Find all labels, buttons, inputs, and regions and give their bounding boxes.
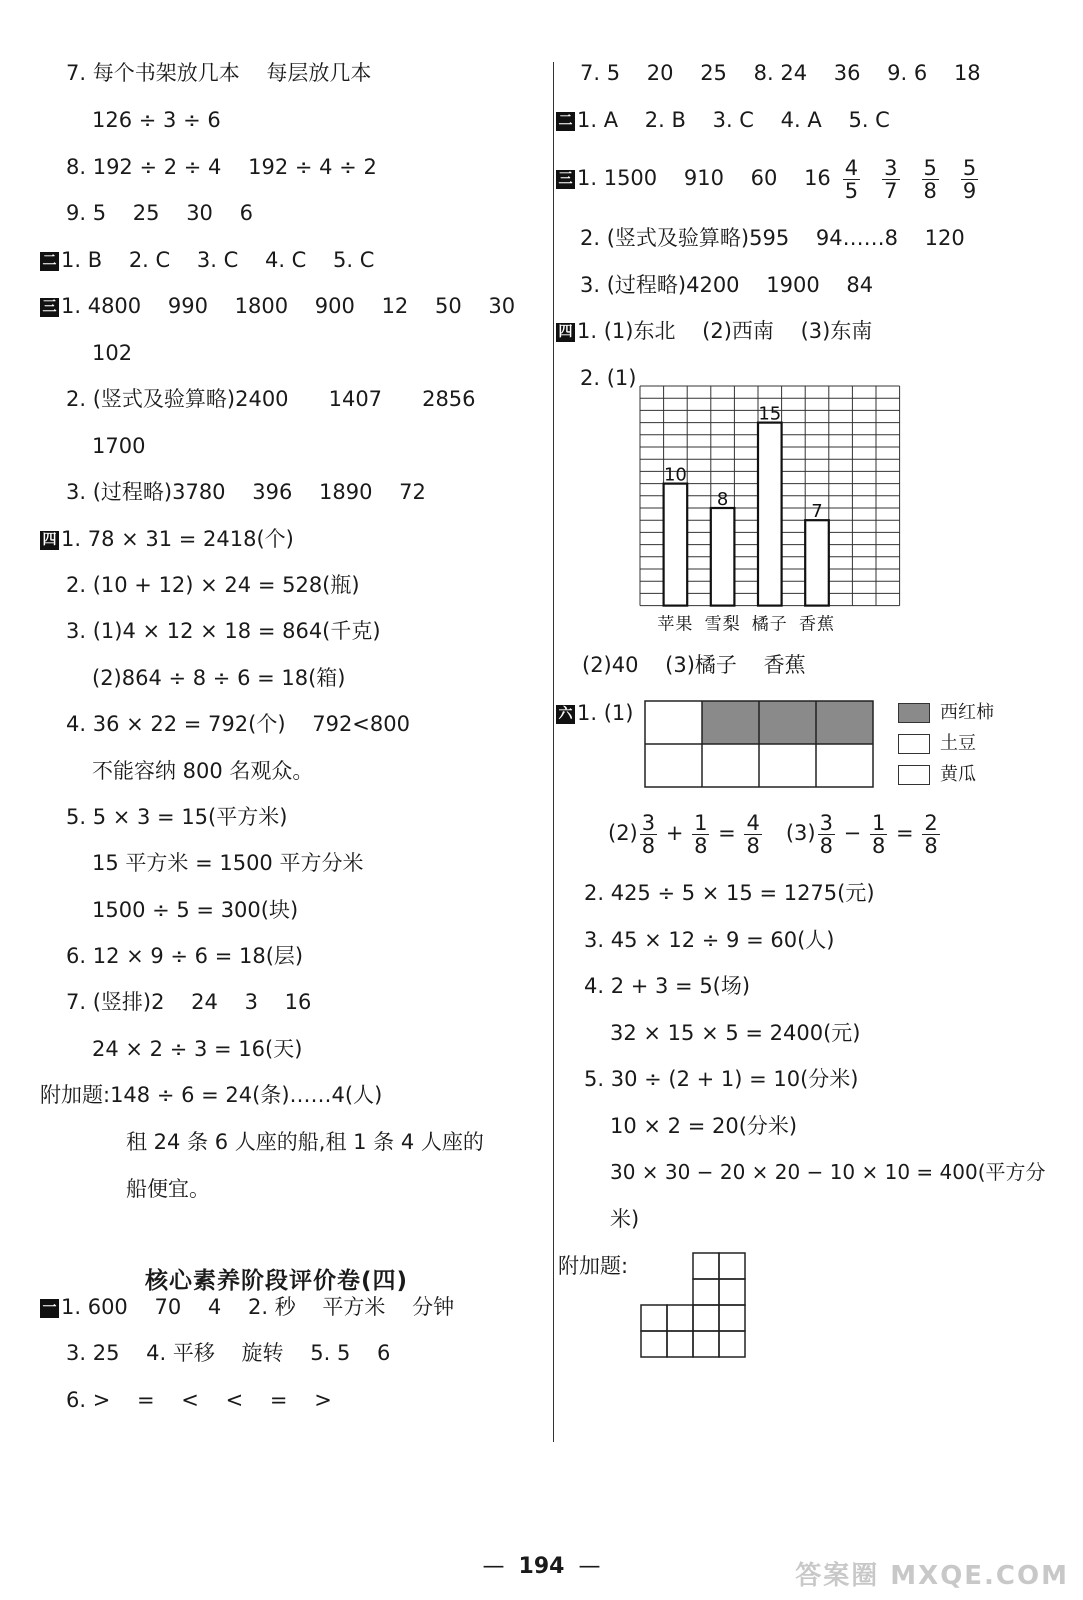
left-line-23: 附加题:148 ÷ 6 = 24(条)……4(人) (40, 1083, 383, 1107)
category-label: 香蕉 (799, 614, 835, 635)
category-label: 苹果 (657, 614, 694, 635)
right-line-14: 5. 30 ÷ (2 + 1) = 10(分米) (584, 1067, 859, 1091)
left-line-2: 126 ÷ 3 ÷ 6 (92, 108, 221, 132)
left-line-10: 3. (过程略)3780 396 1890 72 (66, 480, 426, 504)
right-line-16: 30 × 30 − 20 × 20 − 10 × 10 = 400(平方分 (610, 1160, 1046, 1184)
right-line-4: 2. (竖式及验算略)595 94……8 120 (580, 226, 965, 250)
fraction-equations: (2) $\frac{3}{8}$ + $\frac{1}{8}$ = $\frac{4}{8}$ (3) $\frac{3}{8}$ − $\frac{1}{8}$ = $\frac{2}{8}$ (608, 810, 938, 858)
right-section-2 (556, 107, 890, 133)
left-line-26: 1. 600 70 4 2. 秒 平方米 分钟 (61, 1295, 455, 1319)
section-badge: 四 (556, 323, 575, 342)
data-label: 7 (811, 501, 823, 523)
data-label: 8 (716, 489, 729, 510)
left-line-19: 1500 ÷ 5 = 300(块) (92, 898, 299, 922)
legend-swatch-cucumber (898, 765, 930, 785)
left-line-13: 3. (1)4 × 12 × 18 = 864(千克) (66, 619, 381, 643)
right-line-6: 1. (1)东北 (2)西南 (3)东南 (577, 319, 873, 343)
data-label: 10 (663, 464, 687, 486)
category-label: 橘子 (751, 614, 788, 635)
fraction-2: $\frac{3}{7}$ (884, 155, 898, 203)
left-line-7: 102 (92, 341, 133, 365)
section-badge: 六 (556, 705, 575, 724)
tomato-region (702, 701, 873, 744)
section-badge: 二 (40, 252, 59, 271)
right-section-3 (556, 153, 980, 203)
left-section-2 (40, 247, 374, 273)
left-line-8: 2. (竖式及验算略)2400 1407 2856 (66, 387, 476, 411)
right-line-5: 3. (过程略)4200 1900 84 (580, 273, 874, 297)
column-divider (553, 62, 554, 1442)
left-line-20: 6. 12 × 9 ÷ 6 = 18(层) (66, 944, 304, 968)
right-line-8: (2)40 (3)橘子 香蕉 (582, 653, 806, 677)
left-line-17: 5. 5 × 3 = 15(平方米) (66, 805, 288, 829)
left-section-3 (40, 293, 515, 319)
watermark: 答案圈 MXQE.COM (795, 1561, 1069, 1591)
left-line-18: 15 平方米 = 1500 平方分米 (92, 851, 364, 875)
left-line-27: 3. 25 4. 平移 旋转 5. 5 6 (66, 1341, 391, 1365)
left-line-25: 船便宜。 (126, 1177, 210, 1201)
left-line-14: (2)864 ÷ 8 ÷ 6 = 18(箱) (92, 666, 346, 690)
section-badge: 三 (556, 170, 575, 189)
category-label: 雪梨 (704, 614, 741, 635)
right-line-17: 米) (610, 1207, 640, 1231)
left-line-11: 1. 78 × 31 = 2418(个) (61, 527, 294, 551)
left-line-28: 6. > = < < = > (66, 1388, 332, 1412)
left-line-21: 7. (竖排)2 24 3 16 (66, 990, 312, 1014)
section-badge: 三 (40, 298, 59, 317)
extra-question-shape (640, 1252, 748, 1360)
fraction-1: $\frac{4}{5}$ (844, 155, 859, 203)
left-line-22: 24 × 2 ÷ 3 = 16(天) (92, 1037, 303, 1061)
section-badge: 四 (40, 531, 59, 550)
left-line-9: 1700 (92, 434, 146, 458)
bar (711, 508, 735, 606)
left-line-4: 9. 5 25 30 6 (66, 201, 253, 225)
bar (805, 520, 829, 605)
section-badge: 二 (556, 112, 575, 131)
vegetable-plot-grid (644, 700, 874, 788)
left-line-24: 租 24 条 6 人座的船,租 1 条 4 人座的 (126, 1130, 484, 1154)
right-line-13: 32 × 15 × 5 = 2400(元) (610, 1021, 861, 1045)
bar (758, 423, 782, 606)
legend-swatch-potato (898, 734, 930, 754)
right-section-6 (556, 700, 633, 726)
right-line-12: 4. 2 + 3 = 5(场) (584, 974, 751, 998)
left-line-1: 7. 每个书架放几本 每层放几本 (66, 61, 372, 85)
legend-label-potato: 土豆 (940, 733, 976, 754)
section-badge: 一 (40, 1299, 59, 1318)
left-line-3: 8. 192 ÷ 2 ÷ 4 192 ÷ 4 ÷ 2 (66, 155, 377, 179)
right-line-7: 2. (1) (580, 366, 637, 390)
data-label: 15 (758, 403, 782, 425)
right-line-10: 2. 425 ÷ 5 × 15 = 1275(元) (584, 881, 875, 905)
left-line-6: 1. 4800 990 1800 900 12 50 30 (61, 294, 516, 318)
fraction-4: $\frac{5}{9}$ (962, 155, 977, 203)
right-line-2: 1. A 2. B 3. C 4. A 5. C (577, 108, 890, 132)
right-line-18: 附加题: (558, 1254, 629, 1278)
right-line-11: 3. 45 × 12 ÷ 9 = 60(人) (584, 928, 835, 952)
left-section-1b (40, 1294, 454, 1320)
page-number: — 194 — (482, 1554, 601, 1579)
right-line-3: 1. 1500 910 60 16 (577, 166, 831, 190)
section-title: 核心素养阶段评价卷(四) (144, 1268, 409, 1294)
right-line-15: 10 × 2 = 20(分米) (610, 1114, 798, 1138)
left-line-12: 2. (10 + 12) × 24 = 528(瓶) (66, 573, 360, 597)
fraction-3: $\frac{5}{8}$ (923, 155, 937, 203)
left-line-5: 1. B 2. C 3. C 4. C 5. C (61, 248, 375, 272)
left-section-4 (40, 526, 294, 552)
legend-label-tomato: 西红柿 (940, 702, 994, 723)
right-line-9: 1. (1) (577, 701, 634, 725)
bar-chart (630, 362, 910, 638)
left-line-16: 不能容纳 800 名观众。 (92, 759, 314, 783)
left-line-15: 4. 36 × 22 = 792(个) 792<800 (66, 712, 410, 736)
right-line-1: 7. 5 20 25 8. 24 36 9. 6 18 (580, 61, 981, 85)
legend-swatch-tomato (898, 703, 930, 723)
bar (664, 484, 688, 606)
right-section-4 (556, 318, 872, 344)
legend-label-cucumber: 黄瓜 (940, 764, 976, 785)
